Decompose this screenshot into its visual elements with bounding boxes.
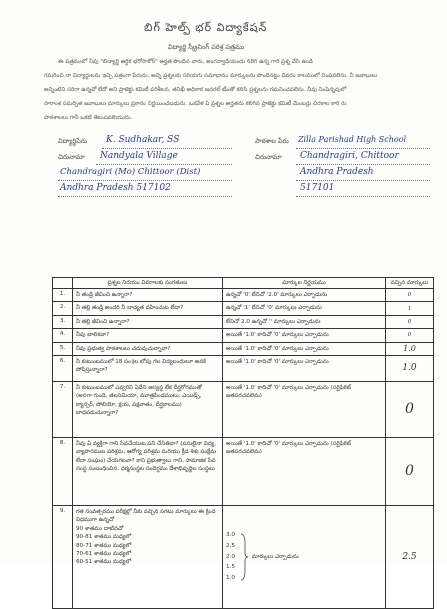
- row-number: 8.: [53, 437, 73, 505]
- score-value: 2.5: [386, 505, 434, 608]
- table-row: [53, 381, 434, 437]
- school-address-value: Andhra Pradesh: [300, 167, 374, 177]
- school-name-label: పాఠశాల పేరు: [255, 137, 289, 145]
- row-number: 2.: [53, 302, 73, 315]
- intro-line: అన్నింటిని సరిగా ఉన్నవో లేదో అని ప్రాజెక్టు కమిటీ పరిశీలన, తనిఖీ అధికార జనరల్ టీంతో కలిసి ప్రశ్నలను గమనించవలెను. నీవు నింపిన్నవులో: [44, 87, 347, 93]
- criteria-cell: [223, 505, 386, 608]
- school-address-value: Chandragiri, Chittoor: [300, 151, 399, 161]
- scale-value: 2.5: [226, 543, 235, 550]
- student-name-label: విద్యార్థిపేరు: [58, 137, 87, 145]
- question-cell: [73, 505, 223, 608]
- address-line: [58, 196, 232, 197]
- question-text: గత సంవత్సరము పరీక్షల్లో నీకు వచ్చిన సగటు మార్కులు ఈ క్రింద విధముగా ఉన్నచో: [76, 508, 216, 524]
- criteria-text: అయితే '1.0' కాదిచో '0' మార్కులు ఎర్పాడును (సర్టిఫికెట్ జతపరచవలెను): [223, 437, 386, 505]
- marks-scale: [226, 530, 239, 583]
- school-address-label: చిరునామా: [255, 153, 282, 161]
- score-value: 1.0: [386, 342, 434, 355]
- table-row: [53, 505, 434, 608]
- column-header: మార్కుల నిర్ణయము: [223, 278, 386, 289]
- question-text: నీ తల్లి జీవించి ఉన్నారా?: [73, 315, 223, 328]
- table-row: [53, 302, 434, 315]
- row-number: 1.: [53, 289, 73, 302]
- score-value: 1.0: [386, 355, 434, 381]
- score-value: 0: [386, 381, 434, 437]
- question-text: నీవు బాలికవా?: [73, 329, 223, 342]
- question-text: నీ కుటుంబములో 18 సం॥ల లోపు గల విద్యలందులూ అవకి పోషిస్తున్నారా?: [73, 355, 223, 381]
- criteria-text: ఉన్నచో '0' లేనిచో '2.0' మార్కులు ఎర్పాడును: [223, 289, 386, 302]
- intro-line: సారాంశ సమర్పిత జవాబులు మార్కులు ప్రకారం నిర్ణయించబడును. ఒకవేళ ఏ ప్రశ్నల అర్హతను కలిగిన ప్రాజెక్టు కమిటీ మెంబర్లు చిరకాల కారి రు: [44, 101, 347, 107]
- column-header: ప్రశ్నల నిరయం వివరాలకు సంగతులు: [73, 278, 223, 289]
- row-number: 5.: [53, 342, 73, 355]
- subitem: 90 శాతము దాటినచో: [76, 525, 124, 532]
- screening-table: [52, 277, 434, 609]
- school-name-line: [296, 148, 430, 149]
- table-row: [53, 342, 434, 355]
- criteria-text: ఉన్నచో '1' లేనిచో '0' మార్కులు ఎర్పాడును: [223, 302, 386, 315]
- row-number: 3.: [53, 315, 73, 328]
- intro-line: గమరించి నా విద్యార్థులను ఇచ్చి పత్రంగా పేరును, అన్ని ప్రశ్నలకు సరియగు సమాధానం మార్కులను పొందినట్టు వివరం కాలములో నింపవలెను. నీ జవాబులు: [44, 73, 378, 79]
- criteria-text: అయితే '1.0' కాదిచో '0' మార్కులు ఎర్పాడును: [223, 342, 386, 355]
- question-text: నీ కుటుంబములో ఎవ్వరిని ఏదేని అస్వస్థ లేక దీర్ఘరోగముతో (అనగా గుండె, తలసెమియా, మూత్రపిండములు, ఎయిడ్స్, క్యాన్సర్, పోలియో, క్షయ, పక్షవాతం, దీర్ఘకాలము) బాధపడుచున్నారా?: [73, 381, 223, 437]
- criteria-text: అయితే '1.0' కాదిచో '0' మార్కులు ఎర్పాడును: [223, 329, 386, 342]
- column-header: [53, 278, 73, 289]
- score-value: 1: [386, 302, 434, 315]
- scale-value: 3.0: [226, 532, 235, 539]
- row-number: 4.: [53, 329, 73, 342]
- scale-value: 1.5: [226, 564, 235, 571]
- question-text: నీవు ప్రభుత్వ పాఠశాలలు చదువుచున్నావా?: [73, 342, 223, 355]
- student-name-line: [102, 148, 232, 149]
- question-text: నీ తండ్రి జీవించి ఉన్నారా?: [73, 289, 223, 302]
- school-address-line: [296, 180, 430, 181]
- column-header: వచ్చిన మార్కులు: [386, 278, 434, 289]
- question-text: నీవు ఏ వ్యక్తిగా గాని సేవచేయుట పని చేసితివా? (పనులైనా విద్య, వ్యాపారముల పరిశ్రమ, ఆరోగ్య పరిశ్రమ మరియు క్రీడ శిశు సంక్షేమ లేదా సంఘం) చేయగలవా? కాని ప్రభుత్వాలు గాని, సామాజిక సేవ సంస్థ సంబంధించిన, ధర్మసంస్థల సందిగ్ధము దేశాభివృద్ధిల సంస్థలు: [73, 437, 223, 505]
- score-value: 0: [386, 437, 434, 505]
- scale-value: 2.0: [226, 553, 235, 560]
- form-subtitle: విద్యార్థి స్క్రీనింగ్ పరిశ్ర పత్రము: [168, 43, 245, 51]
- school-address-value: 517101: [300, 183, 335, 193]
- row-number: 6.: [53, 355, 73, 381]
- school-address-line: [296, 164, 430, 165]
- question-text: నీ తల్లి తండ్రి అందరి నీ బాధ్యత వహించుట లేదా?: [73, 302, 223, 315]
- subitem: 60-51 శాతము మధ్యలో: [76, 559, 132, 566]
- address-value: Chandragiri (Mo) Chittoor (Dist): [60, 167, 201, 177]
- address-line: [96, 164, 232, 165]
- table-row: [53, 437, 434, 505]
- subitem: 80-71 శాతము మధ్యలో: [76, 542, 132, 549]
- criteria-text: లేనిచో 2.0 ఉన్నచో '' మార్కులు ఎర్పాడును: [223, 315, 386, 328]
- school-name-value: Zilla Parishad High School: [298, 135, 407, 144]
- score-value: 0: [386, 289, 434, 302]
- table-row: [53, 355, 434, 381]
- table-row: [53, 315, 434, 328]
- table-row: [53, 329, 434, 342]
- row-number: 9.: [53, 505, 73, 608]
- score-value: 0: [386, 315, 434, 328]
- address-value: Nandyala Village: [100, 151, 178, 161]
- criteria-text: అయితే '1.0' కాదిచో '0' మార్కులు ఎర్పాడును: [223, 355, 386, 381]
- table-header-row: [53, 278, 434, 289]
- subitem: 70-61 శాతము మధ్యలో: [76, 550, 132, 557]
- subitem: 90-81 శాతము మధ్యలో: [76, 534, 132, 541]
- address-label: చిరునామా: [58, 153, 85, 161]
- scale-value: 1.0: [226, 574, 235, 581]
- table-row: [53, 289, 434, 302]
- school-address-line: [296, 196, 430, 197]
- student-name-value: K. Sudhakar, SS: [106, 135, 180, 145]
- row-number: 7.: [53, 381, 73, 437]
- brace-icon: [239, 532, 249, 582]
- address-value: Andhra Pradesh 517102: [60, 183, 171, 193]
- address-line: [58, 180, 232, 181]
- form-title: బిగ్ హెల్ప్ భర్ విద్యాకేషన్: [144, 21, 268, 34]
- score-value: 0: [386, 329, 434, 342]
- intro-line: పాఠశాలలు గానీ ఒకటి తెలుపవలెయును.: [44, 115, 133, 121]
- criteria-text: మార్కులు ఎర్పాడును: [251, 553, 299, 560]
- criteria-text: అయితే '1.0' కాదిచో '0' మార్కులు ఎర్పాడును (సర్టిఫికెట్ జతపరచవలెను): [223, 381, 386, 437]
- intro-line: ఈ పత్రములో నీవు "బిద్యార్థి ఆర్థిక భరోసాకోర్" అర్హత పొందిన వారు, అంగన్వాడియందు 68గి ఉన్న గారి ప్రశ్న వేసి ఉండి: [58, 59, 314, 65]
